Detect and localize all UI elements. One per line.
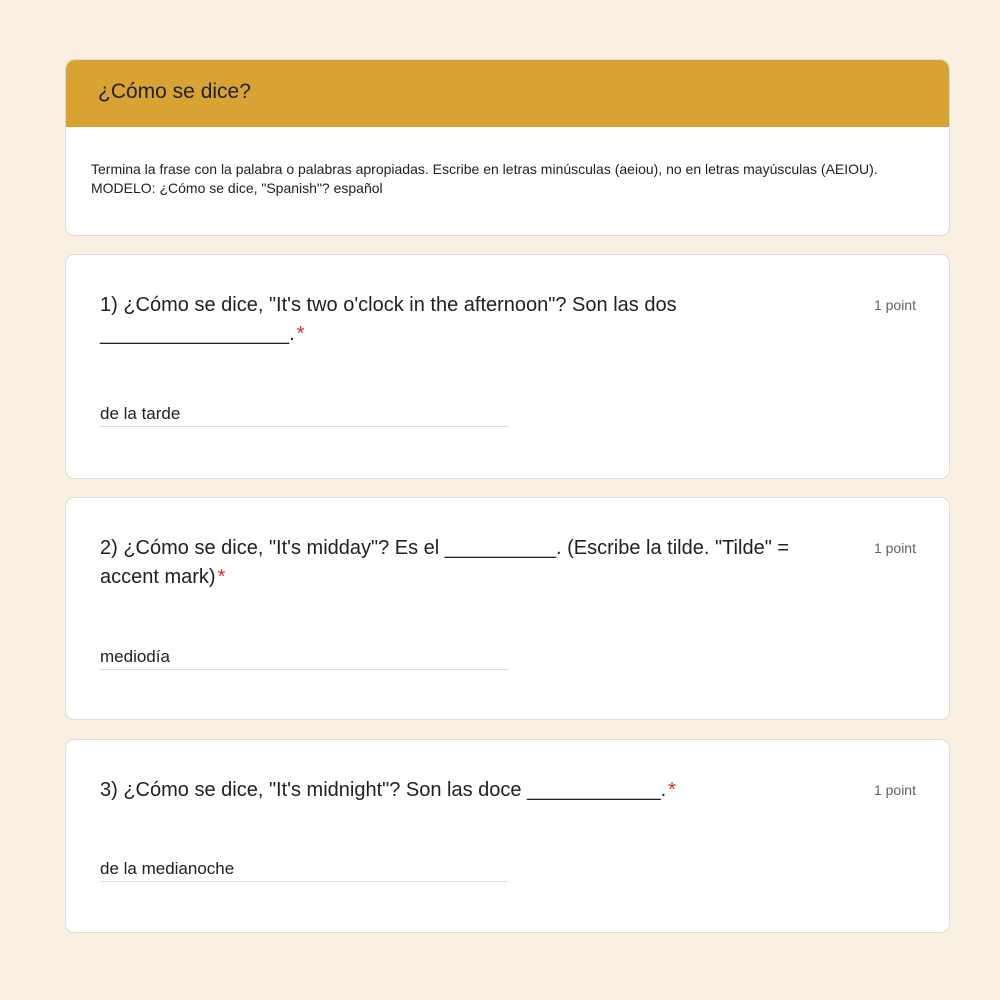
- question-title-3: [100, 776, 852, 805]
- question-text-3: 3) ¿Cómo se dice, "It's midnight"? Son las doce ____________.: [100, 779, 667, 801]
- question-points-1: 1 point: [873, 297, 916, 313]
- required-asterisk: *: [217, 566, 226, 588]
- question-card-3: [65, 739, 950, 933]
- section-title: ¿Cómo se dice?: [66, 60, 949, 127]
- question-title-2: [100, 534, 852, 592]
- question-card-2: [65, 497, 950, 720]
- section-description: Termina la frase con la palabra o palabras apropiadas. Escribe en letras minúsculas (aeiou), no en letras mayúsculas (AEIOU). MODELO: ¿Cómo se dice, "Spanish"? español: [91, 161, 878, 196]
- question-card-1: [65, 254, 950, 479]
- required-asterisk: *: [296, 323, 305, 345]
- answer-input-1[interactable]: [100, 402, 508, 427]
- question-points-2: 1 point: [873, 540, 916, 556]
- section-header-card: [65, 59, 950, 236]
- question-text-2: 2) ¿Cómo se dice, "It's midday"? Es el __________. (Escribe la tilde. "Tilde" = accent mark): [100, 537, 790, 588]
- question-text-1: 1) ¿Cómo se dice, "It's two o'clock in the afternoon"? Son las dos _________________.: [100, 294, 677, 345]
- question-title-1: [100, 291, 852, 349]
- answer-input-2[interactable]: [100, 645, 508, 670]
- question-points-3: 1 point: [873, 782, 916, 798]
- answer-input-3[interactable]: [100, 857, 508, 882]
- required-asterisk: *: [668, 779, 676, 801]
